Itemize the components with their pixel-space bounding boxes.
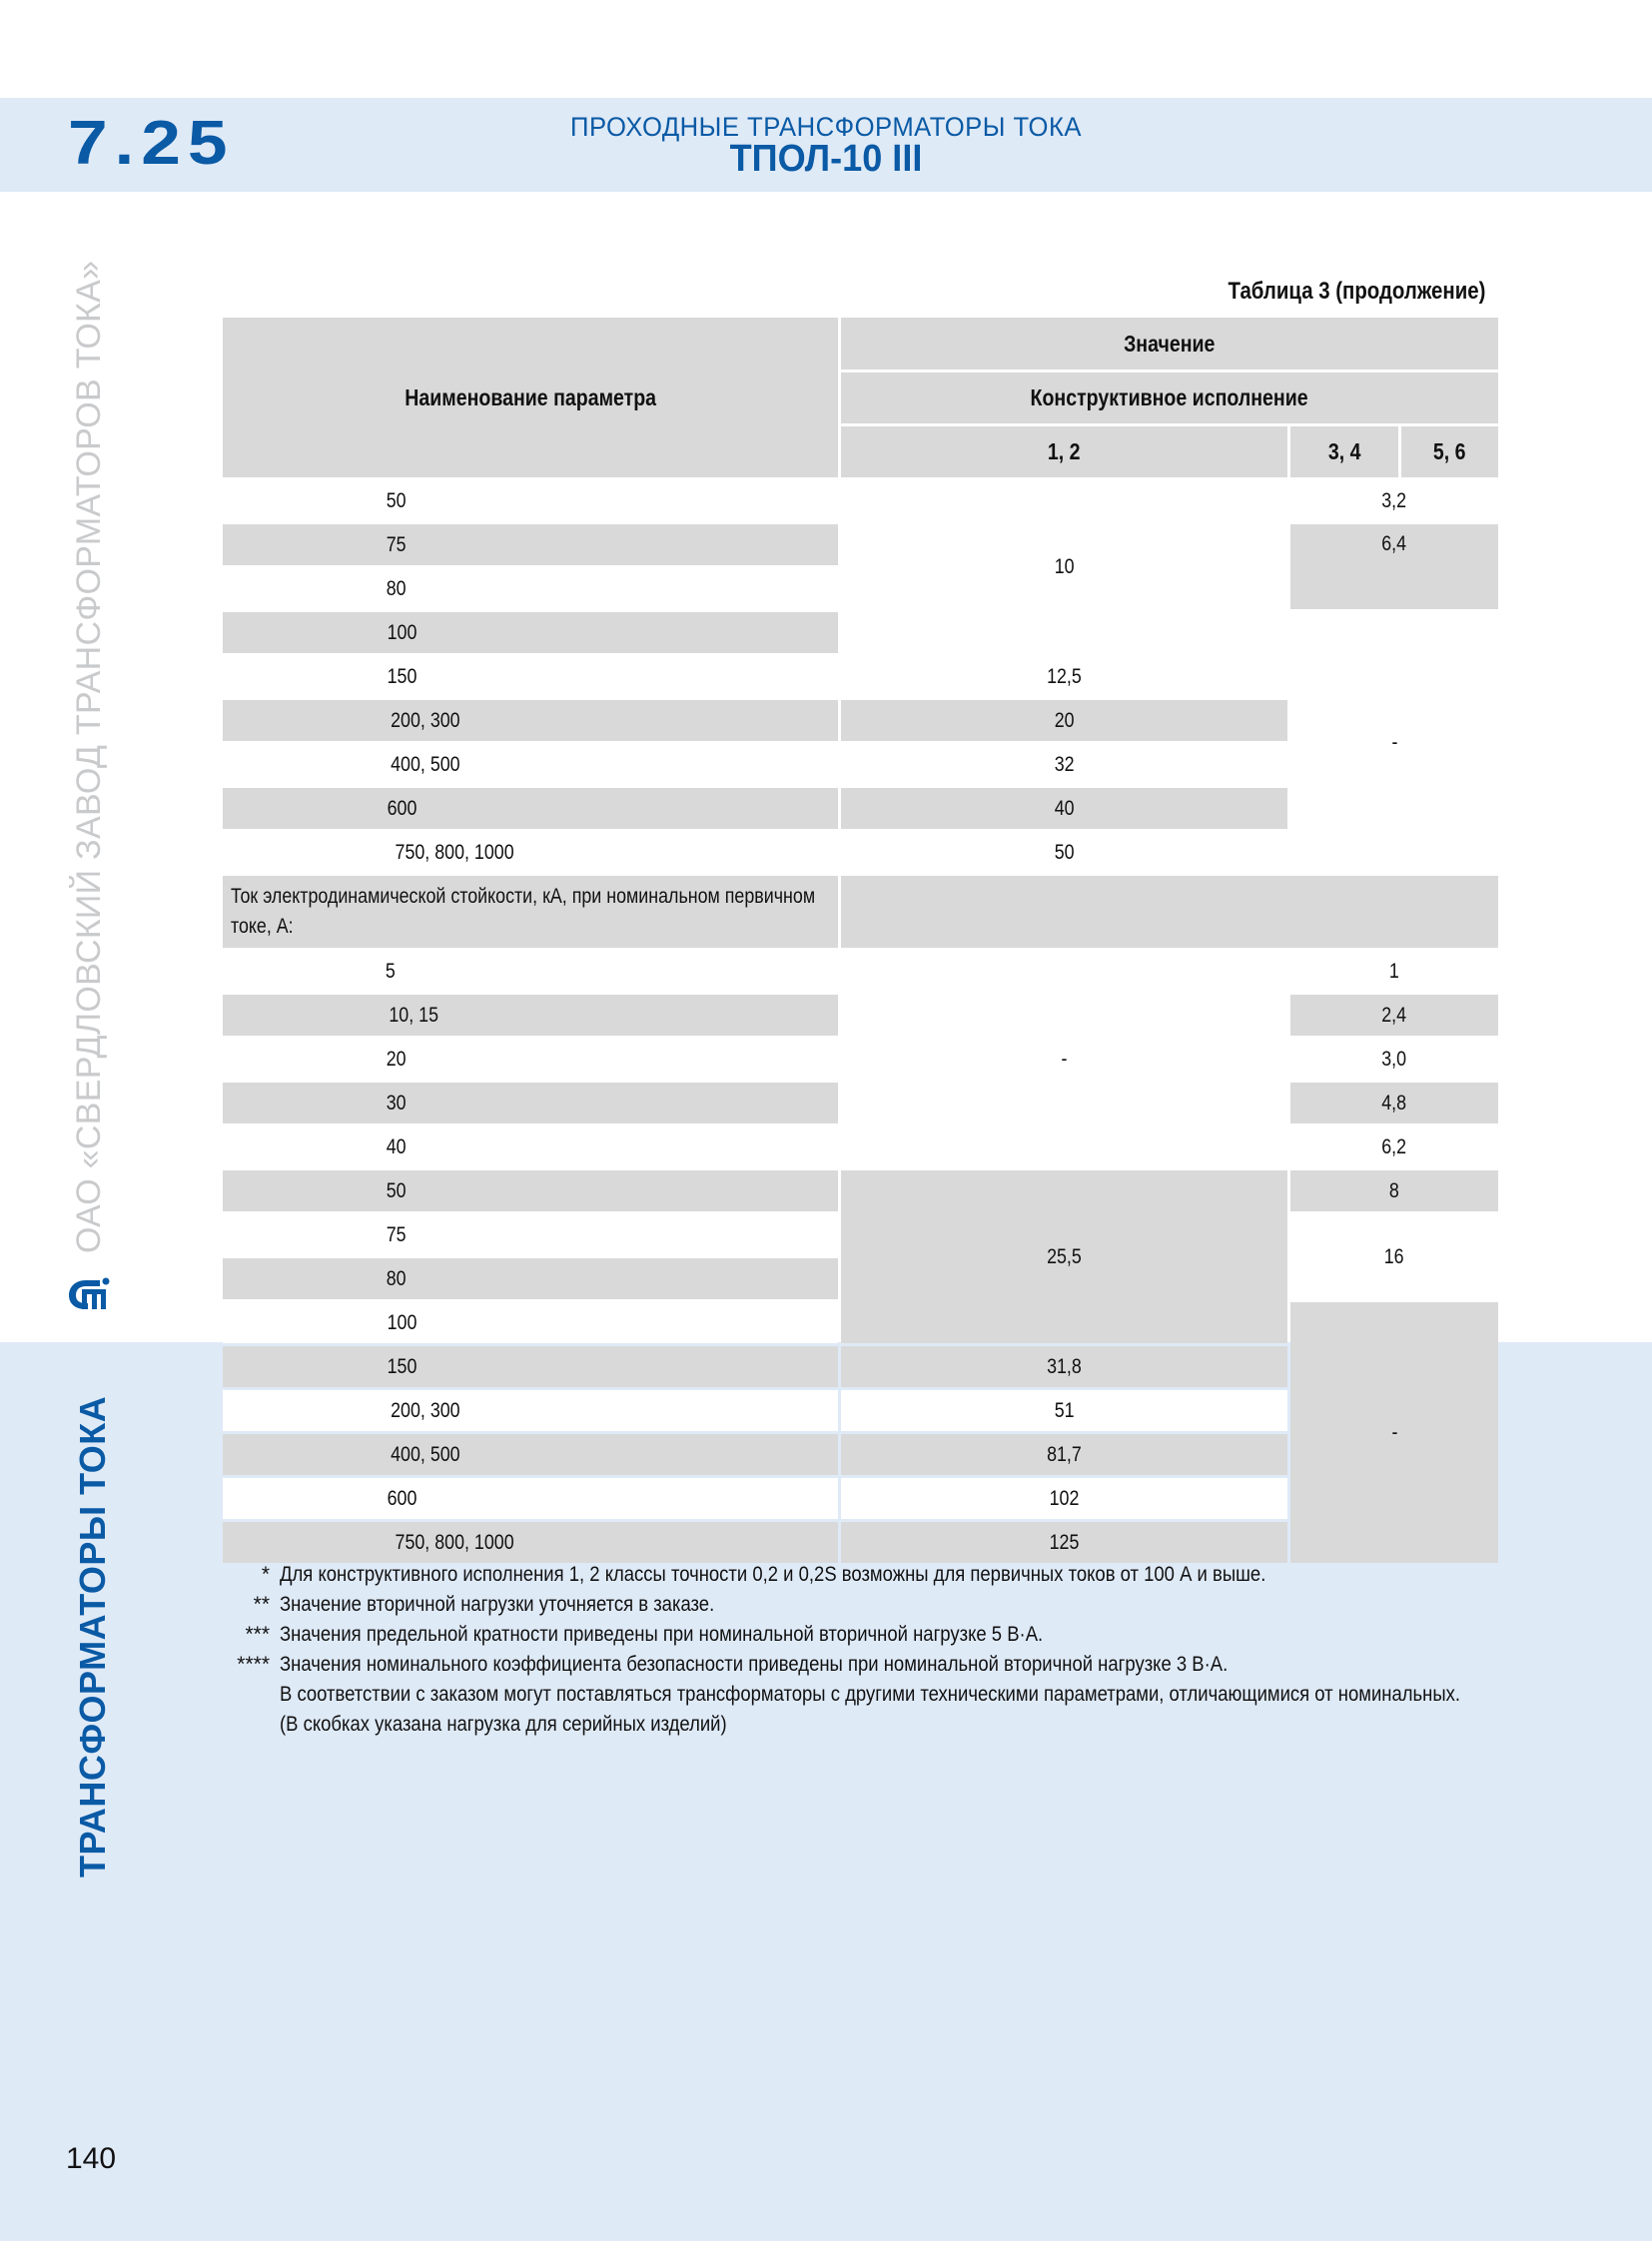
table-row-group-title [223, 876, 1498, 948]
value-cell: 16 [1290, 1214, 1498, 1299]
param-cell: 600 [223, 1478, 838, 1519]
header-value: Значение [841, 318, 1498, 370]
param-cell: 10, 15 [223, 995, 838, 1036]
page-title-product: ТПОЛ-10 III [729, 138, 923, 180]
param-cell: 200, 300 [223, 1390, 838, 1431]
param-cell: 150 [223, 1346, 838, 1387]
value-cell: 102 [841, 1478, 1287, 1519]
sidebar-company-name: ОАО «СВЕРДЛОВСКИЙ ЗАВОД ТРАНСФОРМАТОРОВ ТОКА» [70, 260, 108, 1253]
group-title-cell: Ток электродинамической стойкости, кА, при номинальном первичном токе, А: [223, 876, 838, 948]
table-row [223, 951, 1498, 992]
param-cell: 600 [223, 788, 838, 829]
value-cell: 4,8 [1290, 1083, 1498, 1123]
footnote: ** Значение вторичной нагрузки уточняется в заказе. [253, 1593, 715, 1616]
footnote: В соответствии с заказом могут поставляться трансформаторы с другими техническими параметрами, отличающимися от номинальных. [280, 1683, 1461, 1706]
param-cell: 75 [223, 1214, 838, 1255]
value-cell: 12,5 [841, 656, 1287, 697]
value-cell: 31,8 [841, 1346, 1287, 1387]
table-caption: Таблица 3 (продолжение) [1228, 278, 1485, 305]
spec-table [220, 315, 1501, 1566]
param-cell: 200, 300 [223, 700, 838, 741]
param-cell: 400, 500 [223, 744, 838, 785]
header-param: Наименование параметра [223, 318, 838, 477]
footnote: * Для конструктивного исполнения 1, 2 классы точности 0,2 и 0,2S возможны для первичных токов от 100 А и выше. [261, 1563, 1266, 1586]
value-cell: 50 [841, 832, 1287, 873]
value-cell: - [1290, 1302, 1498, 1563]
param-cell: 100 [223, 612, 838, 653]
param-cell: 75 [223, 524, 838, 565]
param-cell: 80 [223, 1258, 838, 1299]
table-row [223, 1170, 1498, 1211]
value-cell: 8 [1290, 1170, 1498, 1211]
value-cell: 81,7 [841, 1434, 1287, 1475]
value-cell: 6,4 [1290, 524, 1498, 609]
value-cell: 3,0 [1290, 1039, 1498, 1080]
header-col-56: 5, 6 [1401, 426, 1498, 477]
header-col-34: 3, 4 [1290, 426, 1398, 477]
value-cell: 1 [1290, 951, 1498, 992]
param-cell: 80 [223, 568, 838, 609]
value-cell: 6,2 [1290, 1126, 1498, 1167]
param-cell: 5 [223, 951, 838, 992]
footnote: **** Значения номинального коэффициента безопасности приведены при номинальной вторичной нагрузке 3 В·А. [237, 1653, 1229, 1676]
empty-cell [841, 876, 1498, 948]
value-cell: 40 [841, 788, 1287, 829]
value-cell: - [1290, 612, 1498, 873]
value-cell: - [841, 951, 1287, 1167]
value-cell: 20 [841, 700, 1287, 741]
value-cell: 125 [841, 1522, 1287, 1563]
value-cell: 32 [841, 744, 1287, 785]
param-cell: 100 [223, 1302, 838, 1343]
footnote: (В скобках указана нагрузка для серийных изделий) [280, 1713, 727, 1736]
header-col-12: 1, 2 [841, 426, 1287, 477]
sidebar-section-name: ТРАНСФОРМАТОРЫ ТОКА [72, 1395, 113, 1877]
param-cell: 750, 800, 1000 [223, 832, 838, 873]
section-number: 7.25 [68, 109, 235, 178]
table-row [223, 480, 1498, 521]
param-cell: 30 [223, 1083, 838, 1123]
value-cell: 3,2 [1290, 480, 1498, 521]
param-cell: 20 [223, 1039, 838, 1080]
szt-logo-icon [66, 1274, 112, 1314]
footnotes [220, 1560, 1621, 1740]
footnote: *** Значения предельной кратности приведены при номинальной вторичной нагрузке 5 В·А. [245, 1623, 1044, 1646]
param-cell: 50 [223, 480, 838, 521]
param-cell: 50 [223, 1170, 838, 1211]
header-design: Конструктивное исполнение [841, 373, 1498, 422]
page-title-category: ПРОХОДНЫЕ ТРАНСФОРМАТОРЫ ТОКА [570, 112, 1082, 142]
param-cell: 150 [223, 656, 838, 697]
param-cell: 40 [223, 1126, 838, 1167]
value-cell: 2,4 [1290, 995, 1498, 1036]
page-number: 140 [66, 2142, 117, 2175]
value-cell: 51 [841, 1390, 1287, 1431]
value-cell: 25,5 [841, 1170, 1287, 1343]
param-cell: 750, 800, 1000 [223, 1522, 838, 1563]
param-cell: 400, 500 [223, 1434, 838, 1475]
value-cell: 10 [841, 480, 1287, 653]
